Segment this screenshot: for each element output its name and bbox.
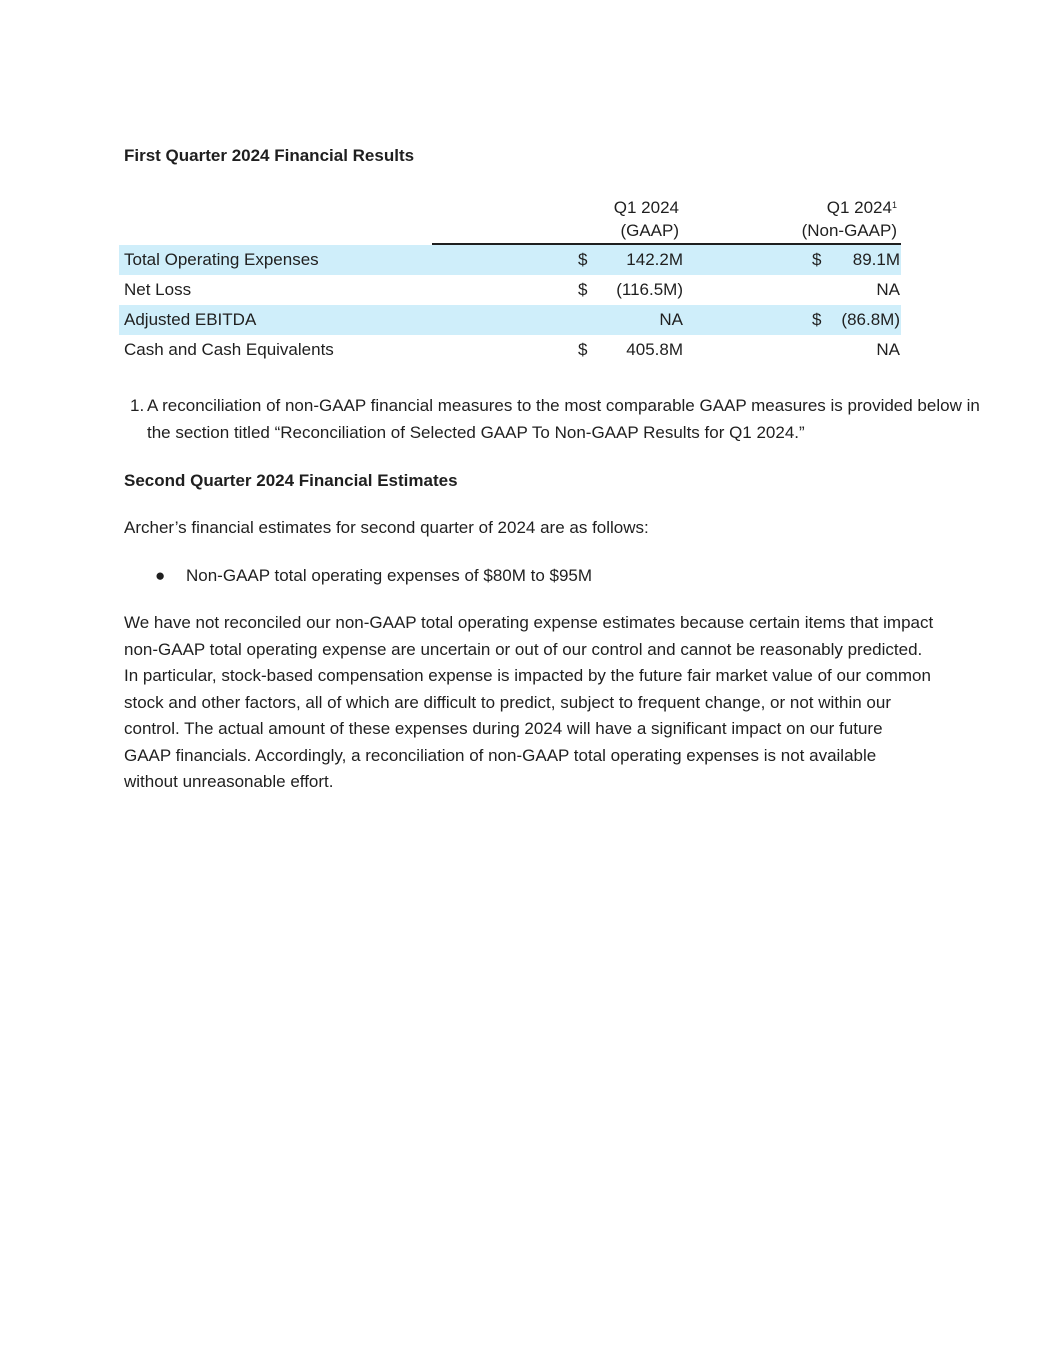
column-header-line2: (Non-GAAP) <box>801 221 897 240</box>
column-header-gaap <box>614 196 679 242</box>
gaap-value: NA <box>659 310 683 329</box>
non-gaap-value: 89.1M <box>852 250 900 269</box>
footnote-text: A reconciliation of non-GAAP financial measures to the most comparable GAAP measures is provided below in the section titled “Reconciliation of Selected GAAP To Non-GAAP Results for Q1 2024.” <box>147 396 980 442</box>
non-gaap-value: (86.8M) <box>841 310 900 329</box>
non-gaap-currency: $ <box>812 250 822 269</box>
gaap-currency: $ <box>578 280 588 299</box>
table-row <box>119 245 901 275</box>
gaap-currency: $ <box>578 340 588 359</box>
section-heading-q2-estimates: Second Quarter 2024 Financial Estimates <box>124 471 458 490</box>
row-label: Cash and Cash Equivalents <box>124 340 334 359</box>
column-header-non-gaap <box>802 196 897 242</box>
gaap-currency: $ <box>578 250 588 269</box>
column-header-line2: (GAAP) <box>620 221 679 240</box>
financial-results-table <box>119 196 901 365</box>
intro-paragraph: Archer’s financial estimates for second quarter of 2024 are as follows: <box>124 518 649 537</box>
table-row <box>119 275 901 305</box>
table-header <box>119 196 901 245</box>
table-row <box>119 305 901 335</box>
non-gaap-value: NA <box>876 280 900 299</box>
footnote-mark: 1 <box>891 200 897 210</box>
gaap-value: 405.8M <box>626 340 683 359</box>
bullet-icon: ● <box>155 566 166 585</box>
row-label: Adjusted EBITDA <box>124 310 257 329</box>
body-paragraph: We have not reconciled our non-GAAP total operating expense estimates because certain items that impact non-GAAP total operating expense are uncertain or out of our control and cannot be reasonably predicted. In particular, stock-based compensation expense is impacted by the future fair market value of our common stock and other factors, all of which are difficult to predict, subject to frequent change, or not within our control. The actual amount of these expenses during 2024 will have a significant impact on our future GAAP financials. Accordingly, a reconciliation of non-GAAP total operating expenses is not available without unreasonable effort. <box>124 613 934 791</box>
gaap-value: 142.2M <box>626 250 683 269</box>
gaap-value: (116.5M) <box>616 280 683 299</box>
section-heading-q1-results: First Quarter 2024 Financial Results <box>124 146 415 165</box>
table-row <box>119 335 901 365</box>
non-gaap-currency: $ <box>812 310 822 329</box>
row-label: Total Operating Expenses <box>124 250 319 269</box>
row-label: Net Loss <box>124 280 192 299</box>
column-header-line1: Q1 2024 <box>826 198 892 217</box>
column-header-line1: Q1 2024 <box>613 198 679 217</box>
non-gaap-value: NA <box>876 340 900 359</box>
list-item-text: Non-GAAP total operating expenses of $80M to $95M <box>186 566 593 585</box>
footnote-number: 1. <box>130 396 145 415</box>
